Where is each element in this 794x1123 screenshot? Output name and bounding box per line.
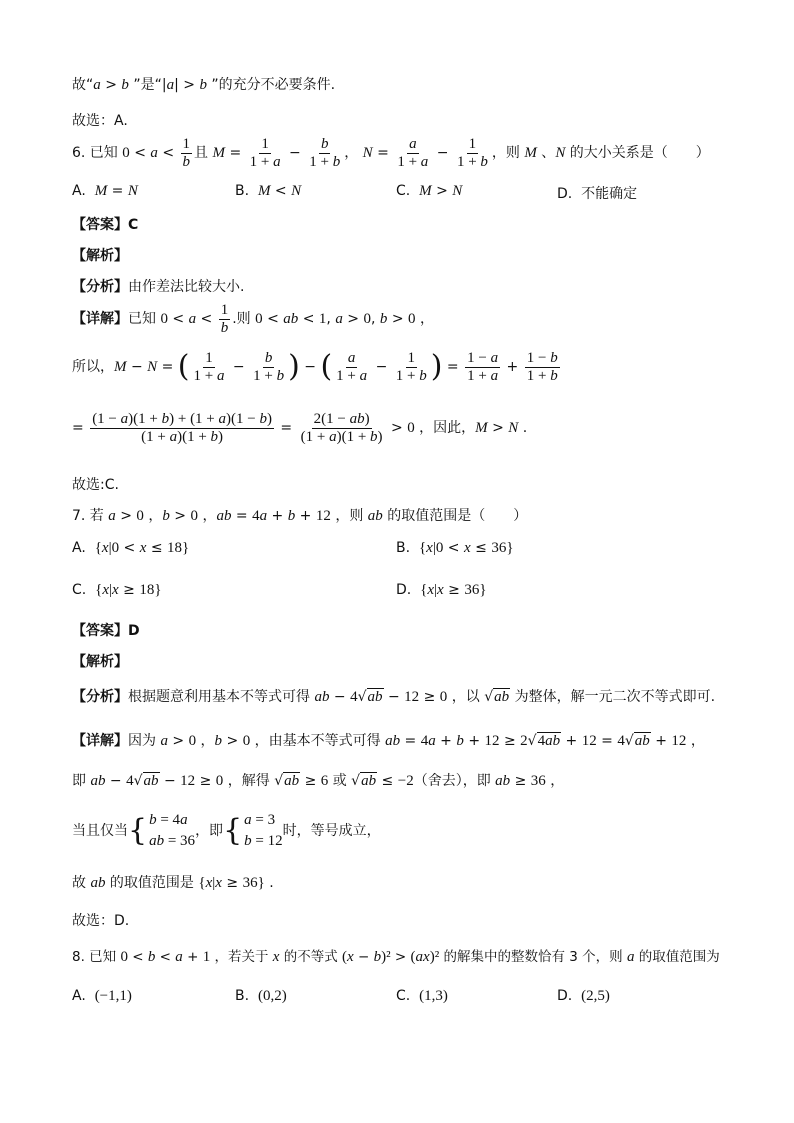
q6-fenxi: 【分析】由作差法比较大小. <box>72 279 245 295</box>
q6-eq2: = $\frac{(1 - a)(1 + b) + (1 + a)(1 - b)}{(1 + a)(1 + b)}$ = $\frac{2(1 - ab)}{(1 + a)(1 + b)}$ > 0 ，因此，M > N . <box>72 411 528 445</box>
q6-option-b: B. M < N <box>235 183 302 199</box>
choose-a-line: 故选：A. <box>72 113 128 129</box>
q6-analysis-heading: 【解析】 <box>72 248 128 264</box>
q8-option-d: D. (2,5) <box>557 988 610 1004</box>
q7-analysis-heading: 【解析】 <box>72 654 128 670</box>
q7-option-b: B. {x|0 < x ≤ 36} <box>396 540 514 556</box>
conclusion-line: 故“a > b ”是“|a| > b ”的充分不必要条件. <box>72 77 336 93</box>
q7-answer: 【答案】D <box>72 623 140 639</box>
q8-option-c: C. (1,3) <box>396 988 448 1004</box>
q6-eq1: 所以，M − N = ( $\frac{1}{1 + a}$ − $\frac{b}{1 + b}$ ) − ( $\frac{a}{1 + a}$ − $\frac{1}{1 + b}$ ) = $\frac{1 - a}{1 + a}$ + $\frac{1 - b}{1 + b}$ <box>72 349 558 384</box>
q7-option-c: C. {x|x ≥ 18} <box>72 582 162 598</box>
q6-option-d: D. 不能确定 <box>557 186 638 202</box>
q7-option-a: A. {x|0 < x ≤ 18} <box>72 540 190 556</box>
q7-line3: 当且仅当{ b = 4a ab = 36 ，即{ a = 3 b = 12 时，等号成立， <box>72 812 381 849</box>
q7-choose: 故选：D. <box>72 913 130 929</box>
q7-line4: 故 ab 的取值范围是 {x|x ≥ 36} . <box>72 875 274 891</box>
q7-option-d: D. {x|x ≥ 36} <box>396 582 487 598</box>
q6-option-a: A. M = N <box>72 183 138 199</box>
q6-option-c: C. M > N <box>396 183 463 199</box>
q7-fenxi: 【分析】根据题意利用基本不等式可得 ab − 4√ab − 12 ≥ 0 ，以 √ab 为整体，解一元二次不等式即可. <box>72 689 716 705</box>
q6-answer: 【答案】C <box>72 217 139 233</box>
q7-line2: 即 ab − 4√ab − 12 ≥ 0 ，解得 √ab ≥ 6 或 √ab ≤ −2（舍去），即 ab ≥ 36 ， <box>72 773 565 789</box>
question-6-stem: 6. 已知 0 < a < $\frac{1}{b}$ 且 M = $\frac{1}{1 + a}$ − $\frac{b}{1 + b}$ ， N = $\frac{a}{1 + a}$ − $\frac{1}{1 + b}$ ，则 M 、N 的大小关系是（ ） <box>72 136 710 170</box>
q8-option-b: B. (0,2) <box>235 988 287 1004</box>
q8-option-a: A. (−1,1) <box>72 988 132 1004</box>
q6-choose: 故选:C. <box>72 477 119 493</box>
question-8-stem: 8. 已知 0 < b < a + 1 ，若关于 x 的不等式 (x − b)² > (ax)² 的解集中的整数恰有 3 个，则 a 的取值范围为 <box>72 949 720 965</box>
question-7-stem: 7. 若 a > 0 ，b > 0 ，ab = 4a + b + 12 ，则 ab 的取值范围是（ ） <box>72 508 528 524</box>
q6-detail: 【详解】已知 0 < a < $\frac{1}{b}$ .则 0 < ab < 1, a > 0, b > 0 ， <box>72 302 434 336</box>
q7-detail: 【详解】因为 a > 0 ，b > 0 ，由基本不等式可得 ab = 4a + b + 12 ≥ 2√4ab + 12 = 4√ab + 12 ， <box>72 733 705 749</box>
